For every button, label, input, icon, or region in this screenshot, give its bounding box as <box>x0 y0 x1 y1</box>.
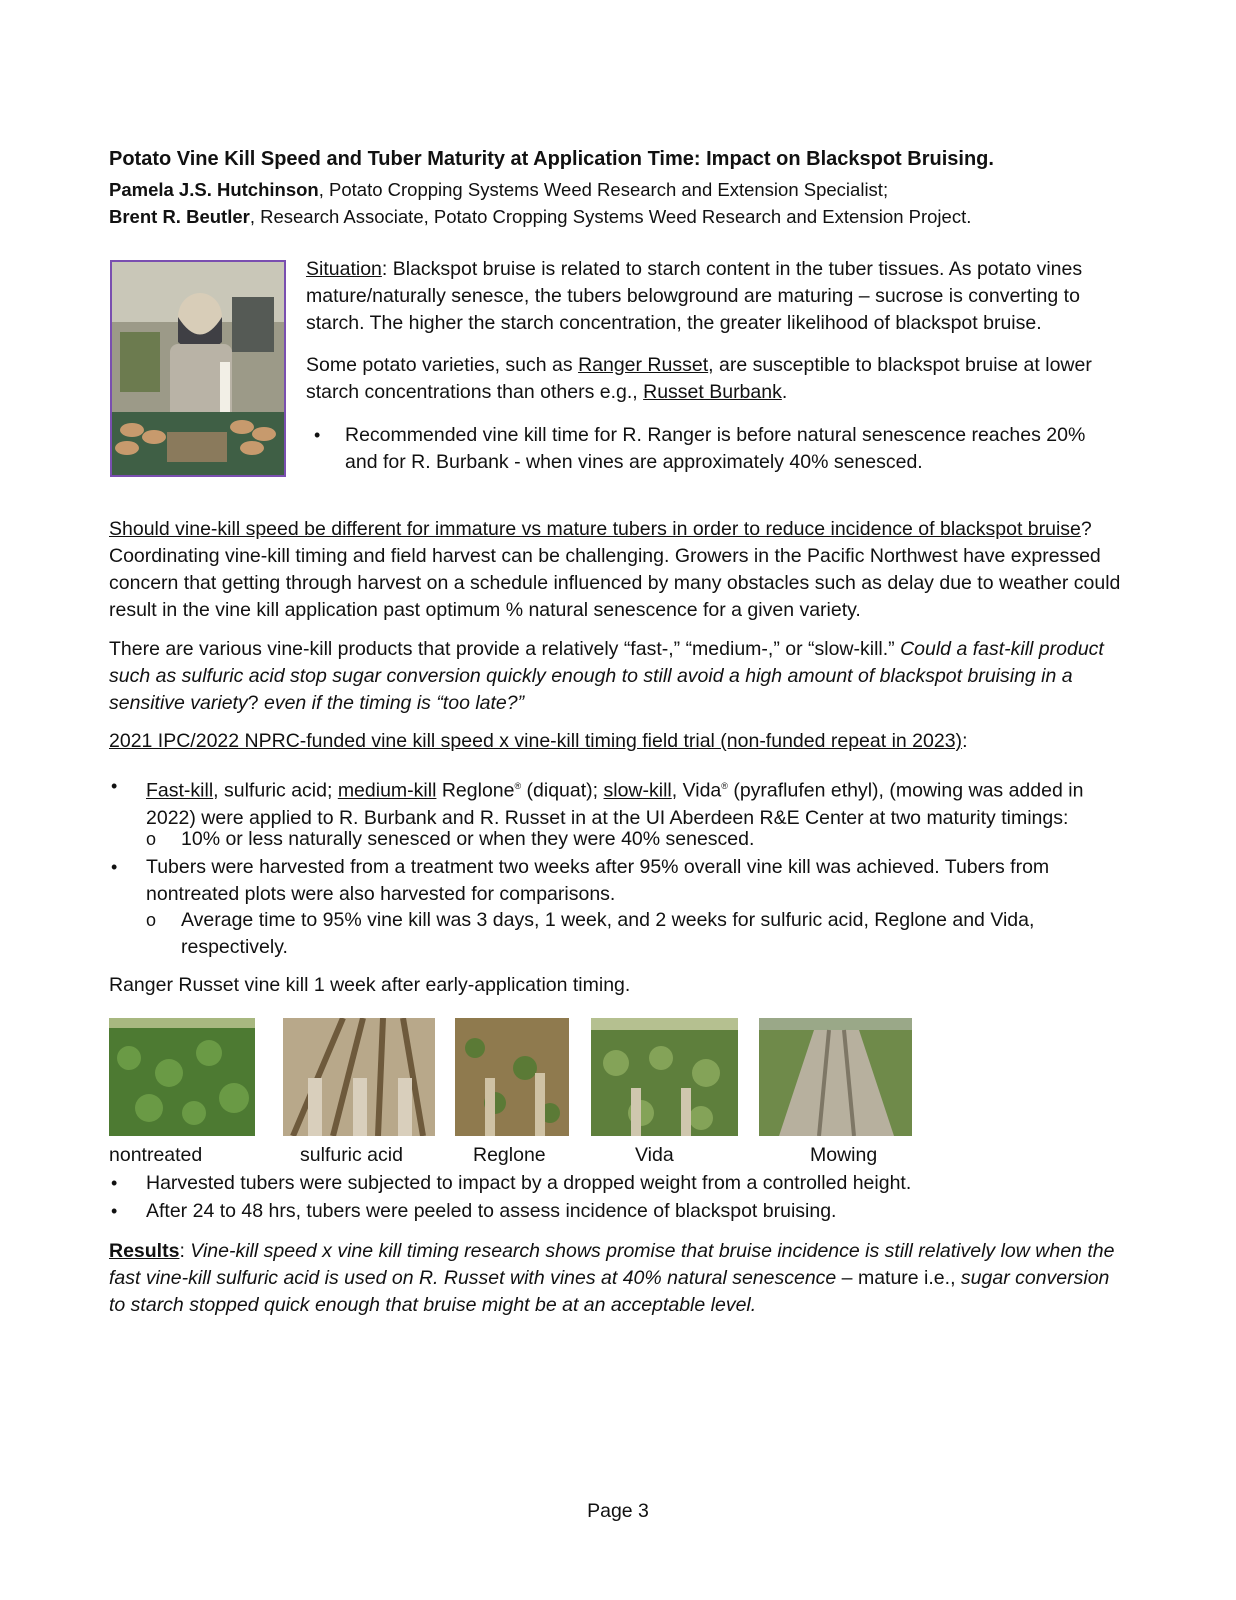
trial-heading-colon: : <box>962 730 968 752</box>
impact-bullet: Harvested tubers were subjected to impact by a dropped weight from a controlled height. <box>146 1172 912 1194</box>
situation-text: : Blackspot bruise is related to starch content in the tuber tissues. As potato vines mature/naturally senesce, the tubers belowground are maturing – sucrose is converting to starch. The higher the starch concentration, the greater likelihood of blackspot bruise. <box>306 258 1083 334</box>
trial-heading <box>109 728 967 755</box>
field-photo-nontreated <box>109 1018 255 1136</box>
author-role: , Research Associate, Potato Cropping Systems Weed Research and Extension Project. <box>249 206 972 227</box>
results-text: Vine-kill speed x vine kill timing research shows promise that bruise incidence is still relatively low when the fast vine-kill sulfuric acid is used on R. Russet with vines at 40% natural senescence <box>109 1240 1115 1289</box>
author-name: Pamela J.S. Hutchinson <box>109 179 319 200</box>
products-question: Could a fast-kill product such as sulfuric acid stop sugar conversion quickly enough to still avoid a high amount of blackspot bruising in a sensitive variety <box>109 638 1104 714</box>
author-role: , Potato Cropping Systems Weed Research and Extension Specialist; <box>318 179 889 200</box>
trial-text: Reglone <box>436 779 515 802</box>
slow-kill-label: slow-kill <box>603 779 672 802</box>
author-name: Brent R. Beutler <box>109 206 250 227</box>
photo-label-vida: Vida <box>635 1144 674 1166</box>
situation-paragraph <box>306 256 1121 337</box>
bullet-glyph: • <box>314 425 321 445</box>
author-line-1 <box>109 176 1109 203</box>
field-photo-vida <box>591 1018 738 1136</box>
trial-text: (pyraflufen ethyl), (mowing was added in 2022) were applied to R. Burbank and R. Russet in at the UI Aberdeen R&E Center at two maturity timings: <box>146 779 1084 829</box>
bullet-glyph: • <box>111 1201 118 1221</box>
trial-text: , Vida <box>671 779 722 802</box>
peel-bullet: After 24 to 48 hrs, tubers were peeled to assess incidence of blackspot bruising. <box>146 1200 837 1222</box>
photo-strip-caption: Ranger Russet vine kill 1 week after early-application timing. <box>109 974 631 996</box>
researcher-photo <box>110 260 286 477</box>
question-text: ? Coordinating vine-kill timing and field harvest can be challenging. Growers in the Pacific Northwest have expressed concern that getting through harvest on a schedule influenced by many obstacles such as delay due to weather could result in the vine kill application past optimum % natural senescence for a given variety. <box>109 518 1121 621</box>
bullet-glyph: • <box>111 776 118 796</box>
field-photo-sulfuric-acid <box>283 1018 435 1136</box>
varieties-text: . <box>781 381 788 403</box>
bullet-glyph: • <box>111 1173 118 1193</box>
sub-bullet-glyph: o <box>146 910 157 930</box>
photo-label-reglone: Reglone <box>473 1144 546 1166</box>
field-photo-reglone <box>455 1018 569 1136</box>
trial-sub-bullet-1: 10% or less naturally senesced or when they were 40% senesced. <box>181 828 755 850</box>
trial-sub-bullet-2: Average time to 95% vine kill was 3 days, 1 week, and 2 weeks for sulfuric acid, Reglone and Vida, respectively. <box>181 909 1035 958</box>
photo-label-sulfuric-acid: sulfuric acid <box>300 1144 403 1166</box>
medium-kill-label: medium-kill <box>337 779 437 802</box>
results-colon: : <box>179 1240 191 1262</box>
results-text: sugar conversion to starch stopped quick enough that bruise might be at an acceptable level. <box>109 1267 1110 1316</box>
products-text: ? <box>247 692 264 714</box>
varieties-paragraph <box>306 352 1121 406</box>
situation-label: Situation <box>306 258 382 280</box>
russet-burbank-link: Russet Burbank <box>643 381 782 403</box>
trial-bullet-1 <box>146 773 1126 832</box>
trial-text: (diquat); <box>521 779 604 802</box>
results-text: – mature i.e., <box>836 1267 961 1289</box>
question-paragraph <box>109 516 1124 624</box>
fast-kill-label: Fast-kill <box>146 779 214 802</box>
trial-bullet-2: Tubers were harvested from a treatment two weeks after 95% overall vine kill was achieved. Tubers from nontreated plots were also harvested for comparisons. <box>146 856 1050 905</box>
products-text: There are various vine-kill products that provide a relatively “fast-,” “medium-,” or “slow-kill.” <box>109 638 901 660</box>
photo-label-mowing: Mowing <box>810 1144 878 1166</box>
page-number: Page 3 <box>587 1500 649 1522</box>
varieties-text: Some potato varieties, such as <box>306 354 579 376</box>
field-photo-mowing <box>759 1018 912 1136</box>
sub-bullet-glyph: o <box>146 829 157 849</box>
trial-heading-text: 2021 IPC/2022 NPRC-funded vine kill speed x vine-kill timing field trial (non-funded repeat in 2023) <box>109 730 963 752</box>
question-underlined: Should vine-kill speed be different for immature vs mature tubers in order to reduce incidence of blackspot bruise <box>109 518 1081 540</box>
registered-mark: ® <box>514 781 522 791</box>
author-line-2 <box>109 203 1109 230</box>
results-label: Results <box>109 1240 180 1262</box>
recommended-bullet: Recommended vine kill time for R. Ranger is before natural senescence reaches 20% and for R. Burbank - when vines are approximately 40% senesced. <box>345 424 1086 473</box>
products-question: even if the timing is “too late?” <box>263 692 525 714</box>
bullet-glyph: • <box>111 857 118 877</box>
ranger-russet-link: Ranger Russet <box>578 354 709 376</box>
photo-label-nontreated: nontreated <box>109 1144 203 1166</box>
registered-mark: ® <box>721 781 728 791</box>
page-title: Potato Vine Kill Speed and Tuber Maturity at Application Time: Impact on Blackspot Bruising. <box>109 148 994 170</box>
varieties-text: , are susceptible to blackspot bruise at lower starch concentrations than others e.g., <box>306 354 1092 403</box>
results-paragraph <box>109 1238 1124 1319</box>
products-paragraph <box>109 636 1124 717</box>
trial-text: , sulfuric acid; <box>213 779 338 802</box>
